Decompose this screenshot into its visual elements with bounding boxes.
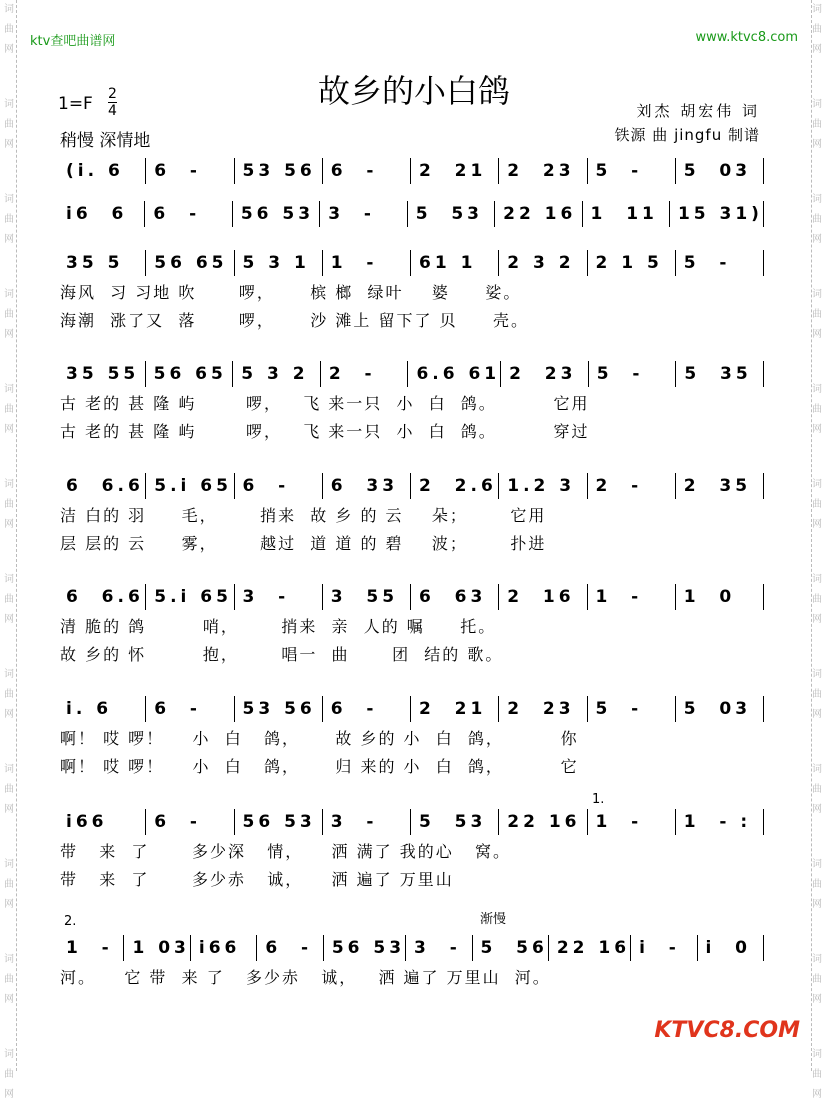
watermark-char: 网 bbox=[812, 899, 822, 910]
right-watermark-strip bbox=[811, 0, 828, 1071]
measure: 1 - bbox=[588, 584, 676, 610]
watermark-char: 曲 bbox=[812, 689, 822, 700]
measure: 2 16 bbox=[499, 584, 587, 610]
watermark-char: 词 bbox=[812, 384, 822, 395]
measure: 56 53 bbox=[324, 935, 406, 961]
notation-row bbox=[58, 473, 764, 499]
measure: 5 56 bbox=[473, 935, 549, 961]
notation-row bbox=[58, 158, 764, 184]
watermark-char: 网 bbox=[4, 329, 14, 340]
watermark-char: 词 bbox=[812, 4, 822, 15]
watermark-char: 词 bbox=[812, 194, 822, 205]
song-title: 故乡的小白鸽 bbox=[317, 72, 510, 110]
watermark-char: 网 bbox=[812, 424, 822, 435]
tempo-marking: 稍慢 深情地 bbox=[60, 131, 151, 151]
measure: 5 53 bbox=[411, 809, 499, 835]
volta-2: 2. bbox=[64, 914, 77, 929]
measure: 3 - bbox=[406, 935, 472, 961]
lyric-line: 河。 它 带 来 了 多少赤 诚， 洒 遍了 万里山 河。 bbox=[60, 968, 551, 987]
measure: 56 65 bbox=[146, 361, 234, 387]
measure: 1 - bbox=[58, 935, 124, 961]
watermark-char: 曲 bbox=[4, 974, 14, 985]
measure: i - bbox=[631, 935, 697, 961]
watermark-char: 词 bbox=[812, 289, 822, 300]
watermark-char: 曲 bbox=[4, 119, 14, 130]
watermark-char: 词 bbox=[4, 479, 14, 490]
measure: 61 1 bbox=[411, 250, 499, 276]
measure: i66 bbox=[191, 935, 257, 961]
measure: 6.6 61 bbox=[408, 361, 501, 387]
lyric-line: 海潮 涨了又 落 啰， 沙 滩上 留下了 贝 壳。 bbox=[60, 311, 529, 330]
time-top: 2 bbox=[108, 86, 117, 102]
gradual-marking: 渐慢 bbox=[480, 912, 507, 927]
watermark-char: 曲 bbox=[4, 594, 14, 605]
watermark-char: 曲 bbox=[812, 309, 822, 320]
watermark-char: 词 bbox=[812, 954, 822, 965]
notation-row bbox=[58, 935, 764, 961]
measure: 6 - bbox=[323, 158, 411, 184]
measure: 56 53 bbox=[235, 809, 323, 835]
measure: i. 6 bbox=[58, 696, 146, 722]
measure: 2 2.6 bbox=[411, 473, 499, 499]
measure: 5 - bbox=[588, 696, 676, 722]
lyric-line: 海风 习 习地 吹 啰， 槟 榔 绿叶 婆 娑。 bbox=[60, 283, 522, 302]
lyric-line: 层 层的 云 雾， 越过 道 道 的 碧 波； 扑进 bbox=[60, 534, 547, 553]
measure: 1 - : bbox=[676, 809, 764, 835]
notation-row bbox=[58, 696, 764, 722]
watermark-char: 词 bbox=[4, 384, 14, 395]
watermark-char: 网 bbox=[812, 519, 822, 530]
watermark-char: 曲 bbox=[4, 24, 14, 35]
measure: 3 - bbox=[320, 201, 407, 227]
watermark-char: 曲 bbox=[4, 499, 14, 510]
watermark-char: 曲 bbox=[812, 974, 822, 985]
measure: 6 33 bbox=[323, 473, 411, 499]
measure: 6 - bbox=[146, 158, 234, 184]
measure: 6 - bbox=[145, 201, 232, 227]
measure: 5 3 2 bbox=[233, 361, 321, 387]
measure: 56 53 bbox=[233, 201, 320, 227]
watermark-char: 词 bbox=[812, 99, 822, 110]
watermark-char: 曲 bbox=[812, 24, 822, 35]
watermark-char: 词 bbox=[4, 289, 14, 300]
site-name[interactable]: ktv查吧曲谱网 bbox=[30, 34, 116, 49]
measure: 5 3 1 bbox=[235, 250, 323, 276]
watermark-char: 网 bbox=[812, 44, 822, 55]
notation-row bbox=[58, 584, 764, 610]
watermark-char: 曲 bbox=[4, 689, 14, 700]
measure: 2 21 bbox=[411, 158, 499, 184]
watermark-char: 曲 bbox=[812, 214, 822, 225]
watermark-char: 网 bbox=[812, 709, 822, 720]
lyric-line: 洁 白的 羽 毛， 捎来 故 乡 的 云 朵； 它用 bbox=[60, 506, 547, 525]
watermark-char: 词 bbox=[812, 669, 822, 680]
measure: 2 21 bbox=[411, 696, 499, 722]
watermark-char: 曲 bbox=[4, 784, 14, 795]
watermark-char: 网 bbox=[4, 614, 14, 625]
measure: 22 16 bbox=[495, 201, 582, 227]
measure: 6 - bbox=[146, 809, 234, 835]
measure: 35 5 bbox=[58, 250, 146, 276]
lyric-line: 带 来 了 多少赤 诚， 洒 遍了 万里山 bbox=[60, 870, 454, 889]
watermark-char: 网 bbox=[812, 139, 822, 150]
measure: 53 56 bbox=[235, 158, 323, 184]
measure: 1 0 bbox=[676, 584, 764, 610]
measure: 2 1 5 bbox=[588, 250, 676, 276]
watermark-char: 网 bbox=[4, 994, 14, 1005]
measure: 5.i 65 bbox=[146, 473, 234, 499]
measure: 2 35 bbox=[676, 473, 764, 499]
watermark-char: 网 bbox=[812, 1089, 822, 1100]
watermark-char: 网 bbox=[4, 139, 14, 150]
measure: 5 03 bbox=[676, 696, 764, 722]
measure: 3 - bbox=[235, 584, 323, 610]
measure: 15 31) bbox=[670, 201, 764, 227]
lyric-line: 古 老的 甚 隆 屿 啰， 飞 来一只 小 白 鸽。 穿过 bbox=[60, 422, 590, 441]
watermark-char: 词 bbox=[812, 1049, 822, 1060]
watermark-char: 词 bbox=[4, 954, 14, 965]
left-watermark-strip bbox=[0, 0, 17, 1071]
notation-row bbox=[58, 250, 764, 276]
measure: 6 6.6 bbox=[58, 473, 146, 499]
measure: 2 - bbox=[588, 473, 676, 499]
watermark-char: 词 bbox=[4, 859, 14, 870]
composer: 铁源 曲 jingfu 制谱 bbox=[614, 126, 760, 144]
lyric-line: 带 来 了 多少深 情， 洒 满了 我的心 窝。 bbox=[60, 842, 511, 861]
watermark-char: 词 bbox=[812, 574, 822, 585]
watermark-char: 词 bbox=[812, 479, 822, 490]
watermark-char: 曲 bbox=[812, 499, 822, 510]
measure: 3 55 bbox=[323, 584, 411, 610]
notation-row bbox=[58, 201, 764, 227]
watermark-char: 曲 bbox=[4, 1069, 14, 1080]
measure: 22 16 bbox=[549, 935, 631, 961]
watermark-char: 词 bbox=[812, 859, 822, 870]
notation-row bbox=[58, 809, 764, 835]
watermark-char: 曲 bbox=[4, 404, 14, 415]
measure: 35 55 bbox=[58, 361, 146, 387]
watermark-char: 曲 bbox=[812, 594, 822, 605]
site-logo: KTVC8.COM bbox=[654, 1018, 800, 1043]
measure: 2 23 bbox=[499, 158, 587, 184]
watermark-char: 词 bbox=[4, 4, 14, 15]
watermark-char: 词 bbox=[4, 764, 14, 775]
watermark-char: 曲 bbox=[812, 879, 822, 890]
measure: 6 - bbox=[257, 935, 323, 961]
volta-1: 1. bbox=[592, 792, 605, 807]
time-signature bbox=[108, 86, 117, 119]
lyric-line: 古 老的 甚 隆 屿 啰， 飞 来一只 小 白 鸽。 它用 bbox=[60, 394, 590, 413]
measure: 2 23 bbox=[501, 361, 589, 387]
watermark-char: 网 bbox=[812, 329, 822, 340]
watermark-char: 曲 bbox=[812, 784, 822, 795]
measure: 5 53 bbox=[408, 201, 495, 227]
watermark-char: 曲 bbox=[4, 214, 14, 225]
measure: 1 - bbox=[323, 250, 411, 276]
watermark-char: 网 bbox=[4, 424, 14, 435]
watermark-char: 词 bbox=[4, 99, 14, 110]
measure: 6 - bbox=[146, 696, 234, 722]
measure: (i. 6 bbox=[58, 158, 146, 184]
watermark-char: 网 bbox=[812, 994, 822, 1005]
watermark-char: 网 bbox=[4, 1089, 14, 1100]
measure: 53 56 bbox=[235, 696, 323, 722]
watermark-char: 网 bbox=[812, 804, 822, 815]
watermark-char: 词 bbox=[4, 194, 14, 205]
watermark-char: 词 bbox=[812, 764, 822, 775]
measure: 1 - bbox=[588, 809, 676, 835]
measure: 6 6.6 bbox=[58, 584, 146, 610]
measure: 2 23 bbox=[499, 696, 587, 722]
measure: 6 63 bbox=[411, 584, 499, 610]
watermark-char: 曲 bbox=[4, 879, 14, 890]
watermark-char: 词 bbox=[4, 1049, 14, 1060]
measure: 5 - bbox=[589, 361, 677, 387]
watermark-char: 词 bbox=[4, 669, 14, 680]
lyric-line: 清 脆的 鸽 哨， 捎来 亲 人的 嘱 托。 bbox=[60, 617, 497, 636]
watermark-char: 曲 bbox=[812, 1069, 822, 1080]
watermark-char: 网 bbox=[812, 234, 822, 245]
measure: 3 - bbox=[323, 809, 411, 835]
measure: 1.2 3 bbox=[499, 473, 587, 499]
measure: 2 - bbox=[321, 361, 409, 387]
measure: 2 3 2 bbox=[499, 250, 587, 276]
measure: 6 - bbox=[323, 696, 411, 722]
watermark-char: 网 bbox=[4, 709, 14, 720]
watermark-char: 网 bbox=[4, 804, 14, 815]
measure: i6 6 bbox=[58, 201, 145, 227]
measure: 56 65 bbox=[146, 250, 234, 276]
measure: 5 03 bbox=[676, 158, 764, 184]
watermark-char: 曲 bbox=[812, 119, 822, 130]
measure: 22 16 bbox=[499, 809, 587, 835]
watermark-char: 网 bbox=[4, 519, 14, 530]
site-url[interactable]: www.ktvc8.com bbox=[695, 30, 798, 45]
watermark-char: 网 bbox=[4, 234, 14, 245]
measure: 6 - bbox=[235, 473, 323, 499]
measure: 1 11 bbox=[583, 201, 670, 227]
key-signature: 1=F bbox=[58, 94, 93, 114]
watermark-char: 曲 bbox=[4, 309, 14, 320]
lyric-line: 故 乡的 怀 抱， 唱一 曲 团 结的 歌。 bbox=[60, 645, 504, 664]
measure: 5 - bbox=[676, 250, 764, 276]
measure: i 0 bbox=[698, 935, 764, 961]
watermark-char: 网 bbox=[4, 44, 14, 55]
lyricist: 刘杰 胡宏伟 词 bbox=[636, 102, 760, 120]
watermark-char: 曲 bbox=[812, 404, 822, 415]
measure: 5.i 65 bbox=[146, 584, 234, 610]
measure: 5 35 bbox=[676, 361, 764, 387]
watermark-char: 网 bbox=[4, 899, 14, 910]
time-bottom: 4 bbox=[108, 103, 117, 119]
lyric-line: 啊！ 哎 啰！ 小 白 鸽， 归 来的 小 白 鸽， 它 bbox=[60, 757, 579, 776]
lyric-line: 啊！ 哎 啰！ 小 白 鸽， 故 乡的 小 白 鸽， 你 bbox=[60, 729, 579, 748]
notation-row bbox=[58, 361, 764, 387]
measure: i66 bbox=[58, 809, 146, 835]
watermark-char: 网 bbox=[812, 614, 822, 625]
measure: 5 - bbox=[588, 158, 676, 184]
watermark-char: 词 bbox=[4, 574, 14, 585]
measure: 1 03 bbox=[124, 935, 190, 961]
